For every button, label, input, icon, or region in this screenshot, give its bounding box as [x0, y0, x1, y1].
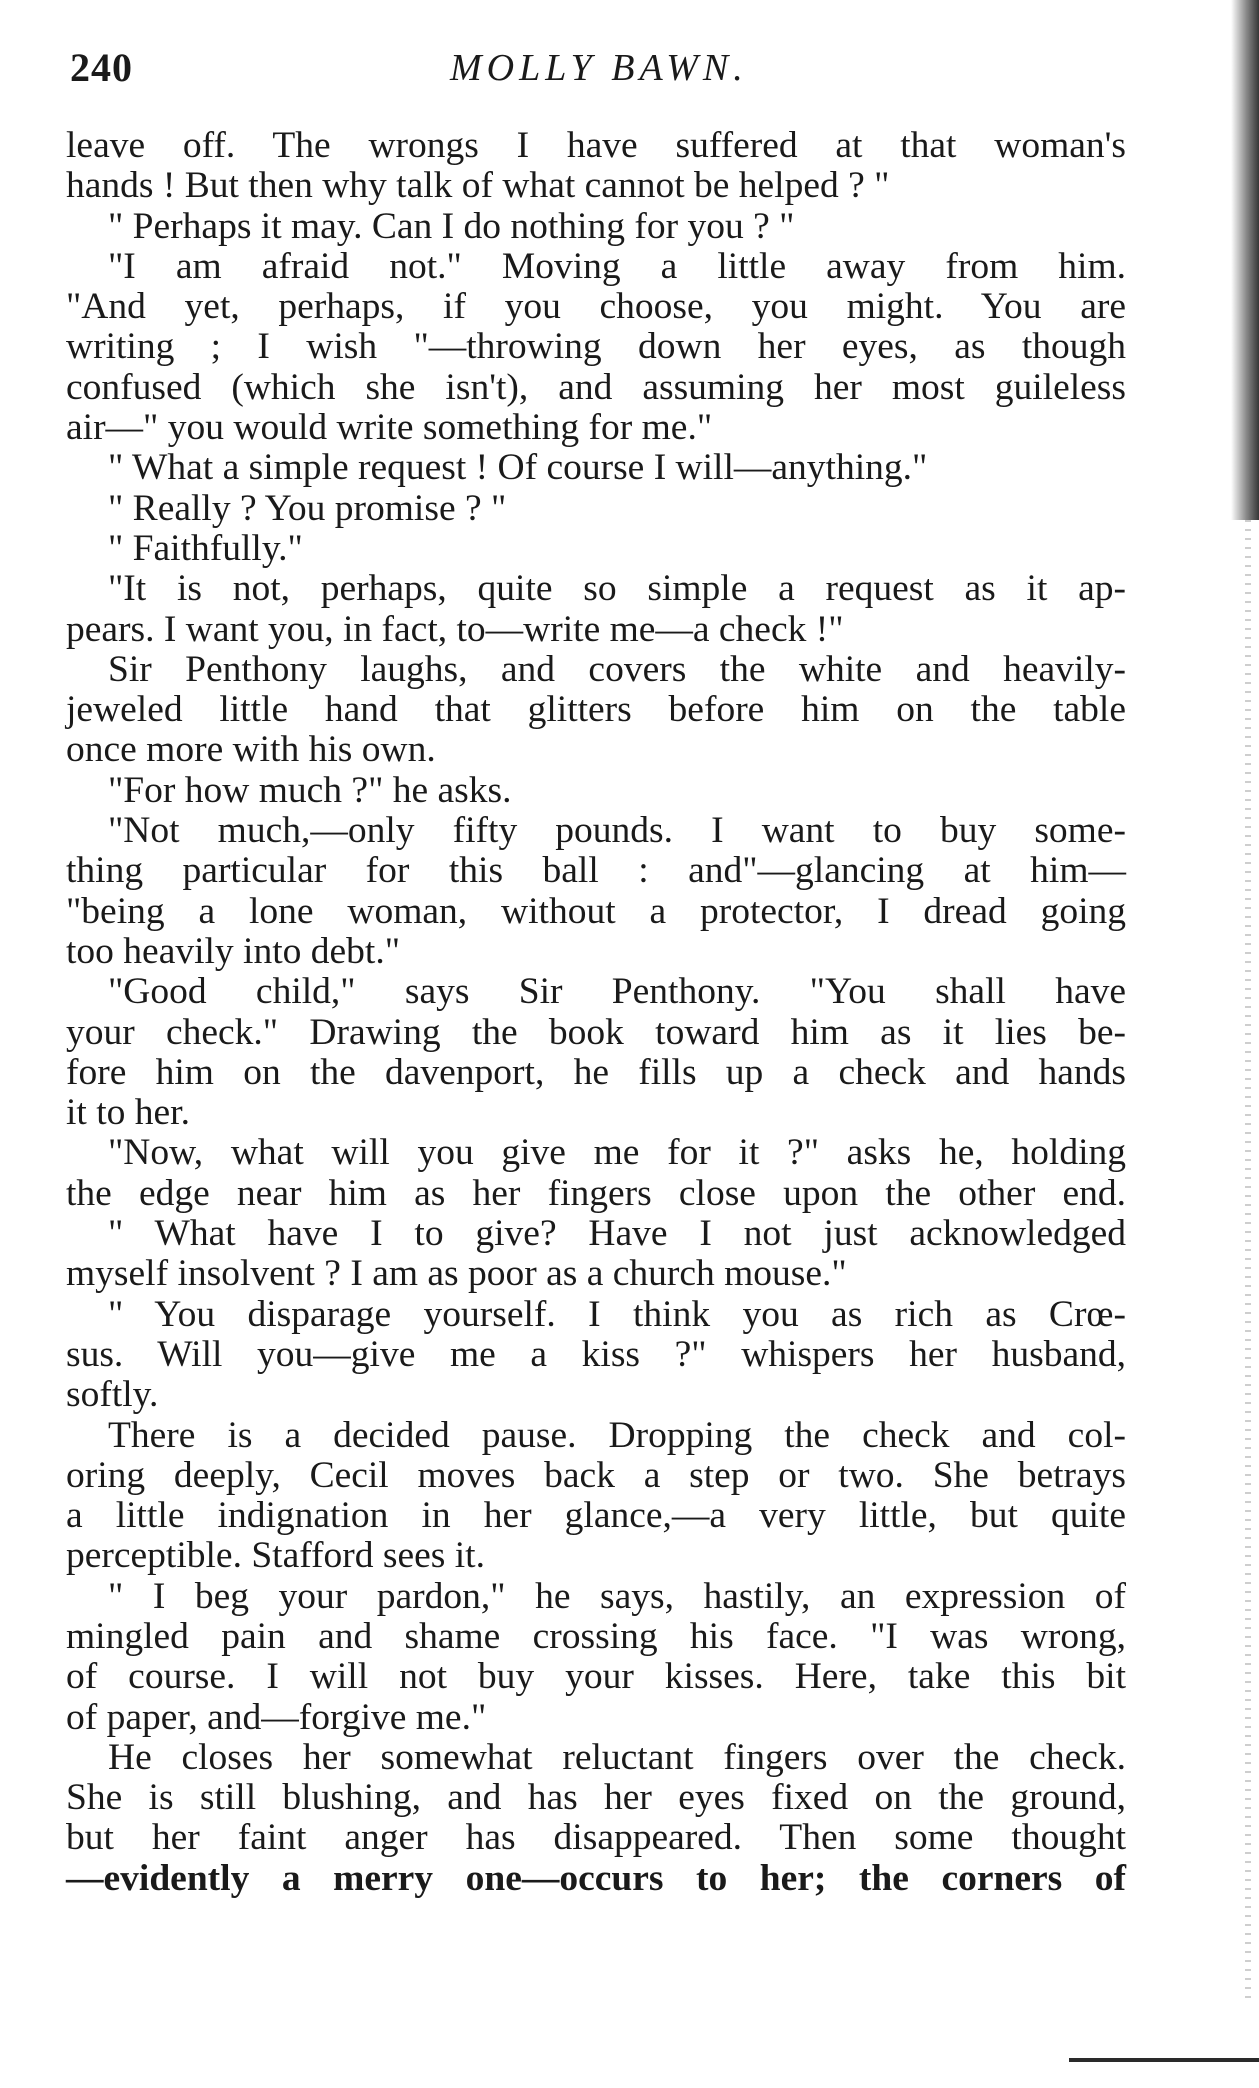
text-line: oring deeply, Cecil moves back a step or two. She betrays [66, 1454, 1126, 1496]
text-line: a little indignation in her glance,—a very little, but quite [66, 1495, 1126, 1537]
text-line: it to her. [66, 1092, 190, 1134]
text-line: "Now, what will you give me for it ?" asks he, holding [108, 1132, 1126, 1174]
text-line: She is still blushing, and has her eyes fixed on the ground, [66, 1777, 1126, 1819]
text-line: "And yet, perhaps, if you choose, you might. You are [66, 286, 1126, 328]
text-line: fore him on the davenport, he fills up a check and hands [66, 1051, 1126, 1093]
page-header [70, 44, 1120, 104]
text-line: "being a lone woman, without a protector, I dread going [66, 890, 1126, 932]
text-line: of course. I will not buy your kisses. Here, take this bit [66, 1656, 1126, 1698]
text-line: mingled pain and shame crossing his face. "I was wrong, [66, 1615, 1126, 1657]
page-edge-shadow [1231, 0, 1259, 520]
text-line: "It is not, perhaps, quite so simple a request as it ap- [108, 568, 1126, 610]
text-line: " I beg your pardon," he says, hastily, an expression of [108, 1575, 1126, 1617]
text-line: once more with his own. [66, 729, 436, 771]
text-line: —evidently a merry one—occurs to her; the corners of [66, 1857, 1126, 1899]
text-line: thing particular for this ball : and"—glancing at him— [66, 850, 1126, 892]
text-line: but her faint anger has disappeared. Then some thought [66, 1817, 1126, 1859]
text-line: writing ; I wish "—throwing down her eyes, as though [66, 326, 1126, 368]
text-line: He closes her somewhat reluctant fingers over the check. [108, 1736, 1126, 1778]
text-line: Sir Penthony laughs, and covers the white and heavily- [108, 648, 1126, 690]
text-line: hands ! But then why talk of what cannot be helped ? " [66, 165, 890, 207]
text-line: "For how much ?" he asks. [108, 769, 512, 811]
text-line: " You disparage yourself. I think you as rich as Crœ- [108, 1293, 1126, 1335]
page-number: 240 [70, 45, 133, 90]
text-line: your check." Drawing the book toward him as it lies be- [66, 1011, 1126, 1053]
text-line: too heavily into debt." [66, 930, 401, 972]
text-line: "Good child," says Sir Penthony. "You shall have [108, 971, 1126, 1013]
text-line: air—" you would write something for me." [66, 407, 713, 449]
bottom-edge-mark [1069, 2058, 1259, 2062]
text-line: jeweled little hand that glitters before him on the table [66, 689, 1126, 731]
text-line: softly. [66, 1374, 159, 1416]
text-line: " What have I to give? Have I not just acknowledged [108, 1213, 1126, 1255]
page-edge-speckle [1245, 520, 1251, 2000]
text-line: pears. I want you, in fact, to—write me—a check !" [66, 608, 844, 650]
text-line: "Not much,—only fifty pounds. I want to buy some- [108, 810, 1126, 852]
text-line: leave off. The wrongs I have suffered at that woman's [66, 125, 1126, 166]
text-line: " Perhaps it may. Can I do nothing for you ? " [108, 205, 795, 247]
body-text [66, 126, 1126, 1899]
text-line: the edge near him as her fingers close upon the other end. [66, 1172, 1126, 1214]
running-head: MOLLY BAWN. [450, 47, 748, 89]
text-line: of paper, and—forgive me." [66, 1696, 487, 1738]
text-line: myself insolvent ? I am as poor as a church mouse." [66, 1253, 847, 1295]
text-line: perceptible. Stafford sees it. [66, 1535, 485, 1577]
text-line: " What a simple request ! Of course I will—anything." [108, 447, 928, 489]
text-line: sus. Will you—give me a kiss ?" whispers her husband, [66, 1333, 1126, 1375]
text-line: " Faithfully." [108, 527, 303, 569]
text-line: " Really ? You promise ? " [108, 487, 507, 529]
text-line: confused (which she isn't), and assuming her most guileless [66, 366, 1126, 408]
text-line: There is a decided pause. Dropping the check and col- [108, 1414, 1126, 1456]
text-line: "I am afraid not." Moving a little away from him. [108, 245, 1126, 287]
